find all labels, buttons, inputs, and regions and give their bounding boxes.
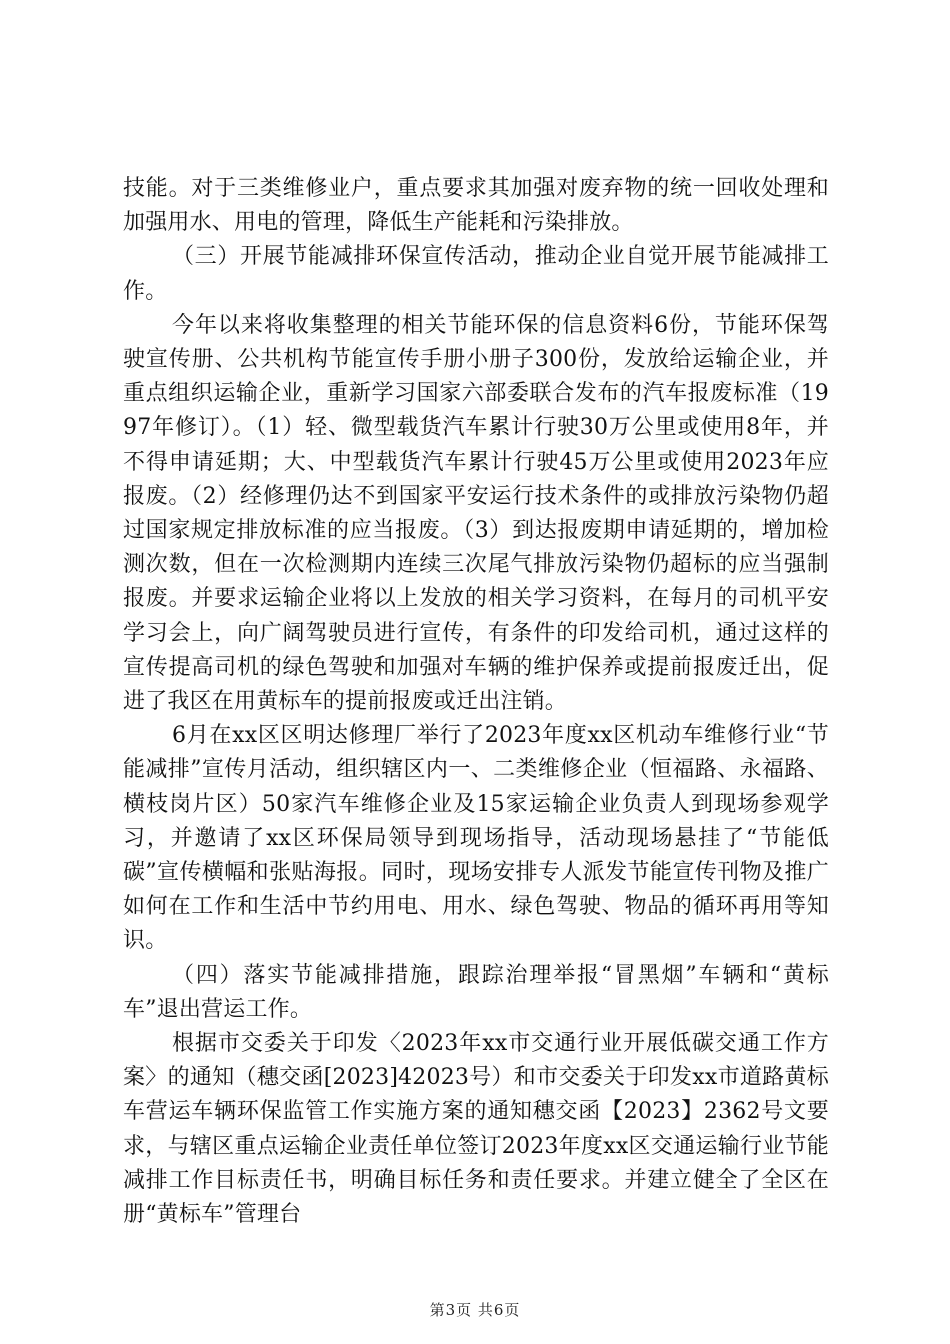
page-footer <box>0 1300 950 1320</box>
paragraph-1: 技能。对于三类维修业户，重点要求其加强对废弃物的统一回收处理和加强用水、用电的管理，降低生产能耗和污染排放。 <box>123 176 829 236</box>
paragraph-3: 今年以来将收集整理的相关节能环保的信息资料6份，节能环保驾驶宣传册、公共机构节能宣传手册小册子300份，发放给运输企业，并重点组织运输企业，重新学习国家六部委联合发布的汽车报废标准（1997年修订）。（1）轻、微型载货汽车累计行驶30万公里或使用8年，并不得申请延期；大、中型载货汽车累计行驶45万公里或使用2023年应报废。（2）经修理仍达不到国家平安运行技术条件的或排放污染物仍超过国家规定排放标准的应当报废。（3）到达报废期申请延期的，增加检测次数，但在一次检测期内连续三次尾气排放污染物仍超标的应当强制报废。并要求运输企业将以上发放的相关学习资料，在每月的司机平安学习会上，向广阔驾驶员进行宣传，有条件的印发给司机，通过这样的宣传提高司机的绿色驾驶和加强对车辆的维护保养或提前报废迁出，促进了我区在用黄标车的提前报废或迁出注销。 <box>123 312 829 715</box>
page-number-label: 第3页 共6页 <box>429 1301 521 1319</box>
section-heading-4: （四）落实节能减排措施，跟踪治理举报“冒黑烟”车辆和“黄标车”退出营运工作。 <box>123 962 829 1022</box>
document-body <box>123 172 829 1232</box>
section-heading-3: （三）开展节能减排环保宣传活动，推动企业自觉开展节能减排工作。 <box>123 244 829 304</box>
paragraph-6: 根据市交委关于印发〈2023年xx市交通行业开展低碳交通工作方案〉的通知（穗交函[2023]42023号）和市交委关于印发xx市道路黄标车营运车辆环保监管工作实施方案的通知穗交函【2023】2362号文要求，与辖区重点运输企业责任单位签订2023年度xx区交通运输行业节能减排工作目标责任书，明确目标任务和责任要求。并建立健全了全区在册“黄标车”管理台 <box>123 1031 829 1228</box>
paragraph-4: 6月在xx区区明达修理厂举行了2023年度xx区机动车维修行业“节能减排”宣传月活动，组织辖区内一、二类维修企业（恒福路、永福路、横枝岗片区）50家汽车维修企业及15家运输企业负责人到现场参观学习，并邀请了xx区环保局领导到现场指导，活动现场悬挂了“节能低碳”宣传横幅和张贴海报。同时，现场安排专人派发节能宣传刊物及推广如何在工作和生活中节约用电、用水、绿色驾驶、物品的循环再用等知识。 <box>123 723 829 954</box>
